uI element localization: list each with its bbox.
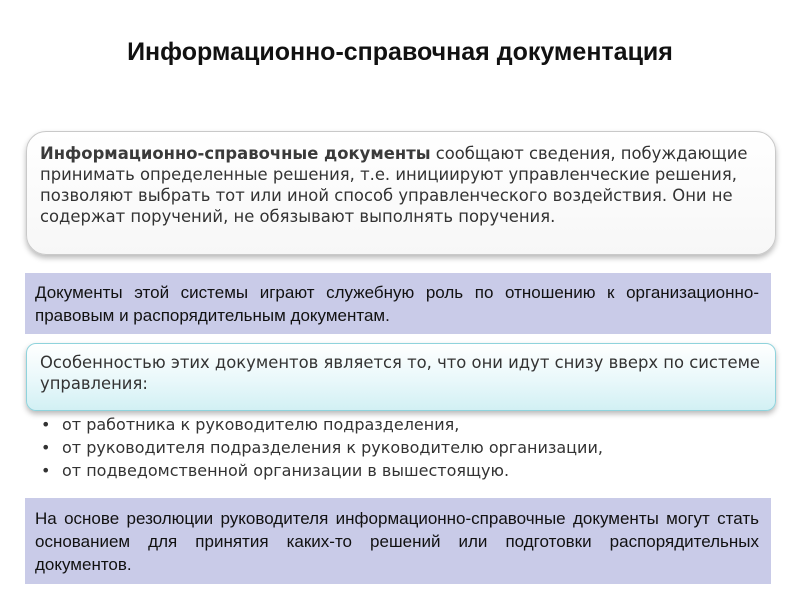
page-title: Информационно-справочная документация (127, 38, 673, 66)
definition-text: сообщают сведения, побуждающие принимать определенные решения, т.е. инициируют управленческие решения, позволяют выбрать тот или иной способ управленческого воздействия. Они не содержат поручений, не обязывают выполнять поручения. (40, 144, 748, 226)
list-item-text: от подведомственной организации в вышестоящую. (62, 461, 510, 480)
bullet-icon: • (41, 415, 51, 434)
list-item (38, 413, 603, 436)
flow-list (38, 413, 603, 482)
list-item (38, 459, 603, 482)
definition-term: Информационно-справочные документы (40, 144, 431, 163)
role-band: Документы этой системы играют служебную роль по отношению к организационно-правовым и распорядительным документам. (25, 273, 771, 334)
list-item (38, 436, 603, 459)
list-item-text: от работника к руководителю подразделения, (62, 415, 460, 434)
list-item-text: от руководителя подразделения к руководителю организации, (62, 438, 603, 457)
bullet-icon: • (41, 461, 51, 480)
definition-box (26, 131, 776, 255)
basis-band: На основе резолюции руководителя информационно-справочные документы могут стать основанием для принятия каких-то решений или подготовки распорядительных документов. (25, 498, 771, 584)
bullet-icon: • (41, 438, 51, 457)
feature-box: Особенностью этих документов является то, что они идут снизу вверх по системе управления: (26, 343, 776, 411)
